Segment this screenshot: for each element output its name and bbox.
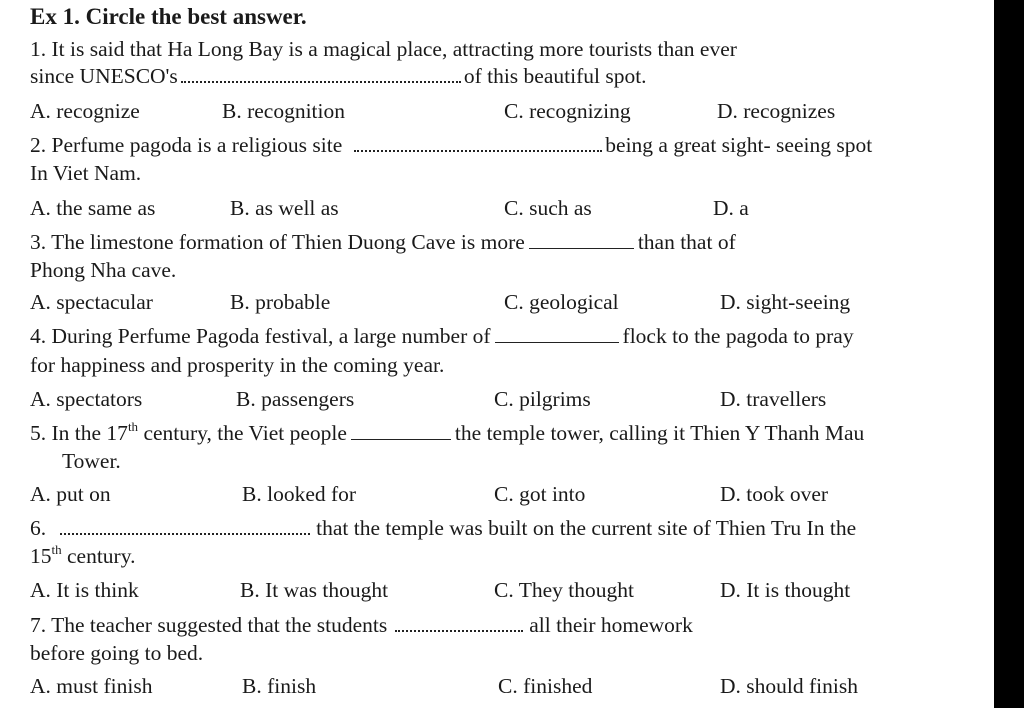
answer-blank-5[interactable] [351,435,451,440]
q4-option-b[interactable]: B. passengers [236,387,355,411]
answer-blank-7[interactable] [395,626,523,632]
question-2-line-1: 2. Perfume pagoda is a religious site being a great sight- seeing spot [30,133,873,157]
q7-option-d[interactable]: D. should finish [720,674,858,698]
q5-option-b[interactable]: B. looked for [242,482,357,506]
question-5-line-2: Tower. [62,449,121,473]
q6-option-a[interactable]: A. It is think [30,578,139,602]
q4-option-d[interactable]: D. travellers [720,387,827,411]
question-3-line-2: Phong Nha cave. [30,258,177,282]
exercise-heading: Ex 1. Circle the best answer. [30,4,307,29]
q5-option-a[interactable]: A. put on [30,482,111,506]
q6-option-d[interactable]: D. It is thought [720,578,851,602]
answer-blank-1[interactable] [181,77,461,83]
question-7-line-2: before going to bed. [30,641,204,665]
q7-option-a[interactable]: A. must finish [30,674,153,698]
q3-option-a[interactable]: A. spectacular [30,290,153,314]
q3-option-b[interactable]: B. probable [230,290,331,314]
q3-option-c[interactable]: C. geological [504,290,619,314]
q5-option-d[interactable]: D. took over [720,482,829,506]
question-5-line-1: 5. In the 17th century, the Viet people the temple tower, calling it Thien Y Thanh Mau [30,419,865,445]
q2-option-a[interactable]: A. the same as [30,196,156,220]
answer-blank-4[interactable] [495,338,619,343]
question-6-line-1: 6. that the temple was built on the current site of Thien Tru In the [30,516,857,540]
q2-option-b[interactable]: B. as well as [230,196,339,220]
photo-edge-shadow [994,0,1024,708]
q6-option-c[interactable]: C. They thought [494,578,634,602]
answer-blank-3[interactable] [529,244,634,249]
question-2-line-2: In Viet Nam. [30,161,142,185]
question-4-line-2: for happiness and prosperity in the coming year. [30,353,445,377]
q1-option-d[interactable]: D. recognizes [717,99,836,123]
q3-option-d[interactable]: D. sight-seeing [720,290,851,314]
q6-option-b[interactable]: B. It was thought [240,578,389,602]
q4-option-a[interactable]: A. spectators [30,387,143,411]
q1-option-c[interactable]: C. recognizing [504,99,631,123]
answer-blank-6[interactable] [60,529,310,535]
q2-option-c[interactable]: C. such as [504,196,592,220]
question-1-line-1: 1. It is said that Ha Long Bay is a magical place, attracting more tourists than ever [30,37,737,61]
question-4-line-1: 4. During Perfume Pagoda festival, a large number of flock to the pagoda to pray [30,324,854,348]
question-3-line-1: 3. The limestone formation of Thien Duong Cave is more than that of [30,230,736,254]
q4-option-c[interactable]: C. pilgrims [494,387,591,411]
q7-option-b[interactable]: B. finish [242,674,317,698]
q1-option-a[interactable]: A. recognize [30,99,140,123]
question-6-line-2: 15th century. [30,542,136,568]
q1-option-b[interactable]: B. recognition [222,99,346,123]
answer-blank-2[interactable] [354,146,602,152]
question-7-line-1: 7. The teacher suggested that the students all their homework [30,613,693,637]
q2-option-d[interactable]: D. a [713,196,749,220]
q7-option-c[interactable]: C. finished [498,674,593,698]
q5-option-c[interactable]: C. got into [494,482,586,506]
question-1-line-2: since UNESCO's of this beautiful spot. [30,64,647,88]
